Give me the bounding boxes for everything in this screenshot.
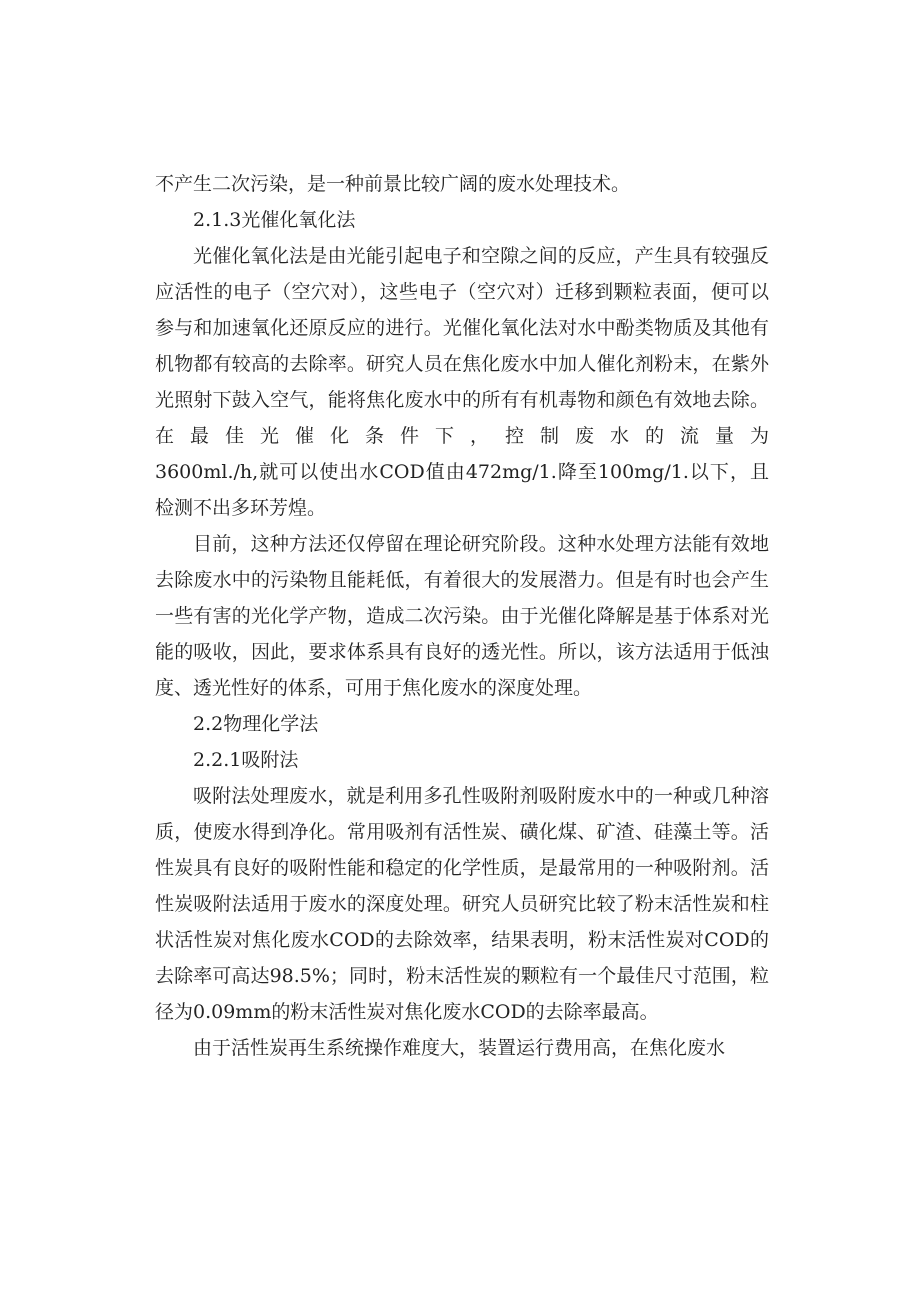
paragraph-continuation: 不产生二次污染，是一种前景比较广阔的废水处理技术。 bbox=[155, 173, 631, 195]
paragraph-photocatalysis-intro: 光催化氧化法是由光能引起电子和空隙之间的反应，产生具有较强反应活性的电子（空穴对），这些电子（空穴对）迁移到颗粒表面，便可以参与和加速氧化还原反应的进行。光催化氧化法对水中酚类物质及其他有机物都有较高的去除率。研究人员在焦化废水中加人催化剂粉末，在紫外光照射下鼓入空气，能将焦化废水中的所有有机毒物和颜色有效地去除。在最佳光催化条件下，控制废水的流量为 bbox=[155, 245, 769, 447]
section-heading-2-2: 2.2物理化学法 bbox=[193, 713, 319, 735]
paragraph-activated-carbon-cost: 由于活性炭再生系统操作难度大，装置运行费用高，在焦化废水 bbox=[193, 1037, 726, 1059]
paragraph-photocatalysis-status: 目前，这种方法还仅停留在理论研究阶段。这种水处理方法能有效地去除废水中的污染物且能耗低，有着很大的发展潜力。但是有时也会产生一些有害的光化学产物，造成二次污染。由于光催化降解是基于体系对光能的吸收，因此，要求体系具有良好的透光性。所以，该方法适用于低浊度、透光性好的体系，可用于焦化废水的深度处理。 bbox=[155, 533, 769, 699]
section-heading-2-1-3: 2.1.3光催化氧化法 bbox=[193, 209, 356, 231]
paragraph-adsorption: 吸附法处理废水，就是利用多孔性吸附剂吸附废水中的一种或几种溶质，使废水得到净化。常用吸剂有活性炭、磺化煤、矿渣、硅藻土等。活性炭具有良好的吸附性能和稳定的化学性质，是最常用的一种吸附剂。活性炭吸附法适用于废水的深度处理。研究人员研究比较了粉末活性炭和柱状活性炭对焦化废水COD的去除效率，结果表明，粉末活性炭对COD的去除率可高达98.5%；同时，粉末活性炭的颗粒有一个最佳尺寸范围，粒径为0.09mm的粉末活性炭对焦化废水COD的去除率最高。 bbox=[155, 785, 769, 1023]
document-body bbox=[155, 166, 769, 1066]
section-heading-2-2-1: 2.2.1吸附法 bbox=[193, 749, 299, 771]
paragraph-photocatalysis-flow: 3600ml./h,就可以使出水COD值由472mg/1.降至100mg/1.以下，且检测不出多环芳煌。 bbox=[155, 461, 769, 519]
